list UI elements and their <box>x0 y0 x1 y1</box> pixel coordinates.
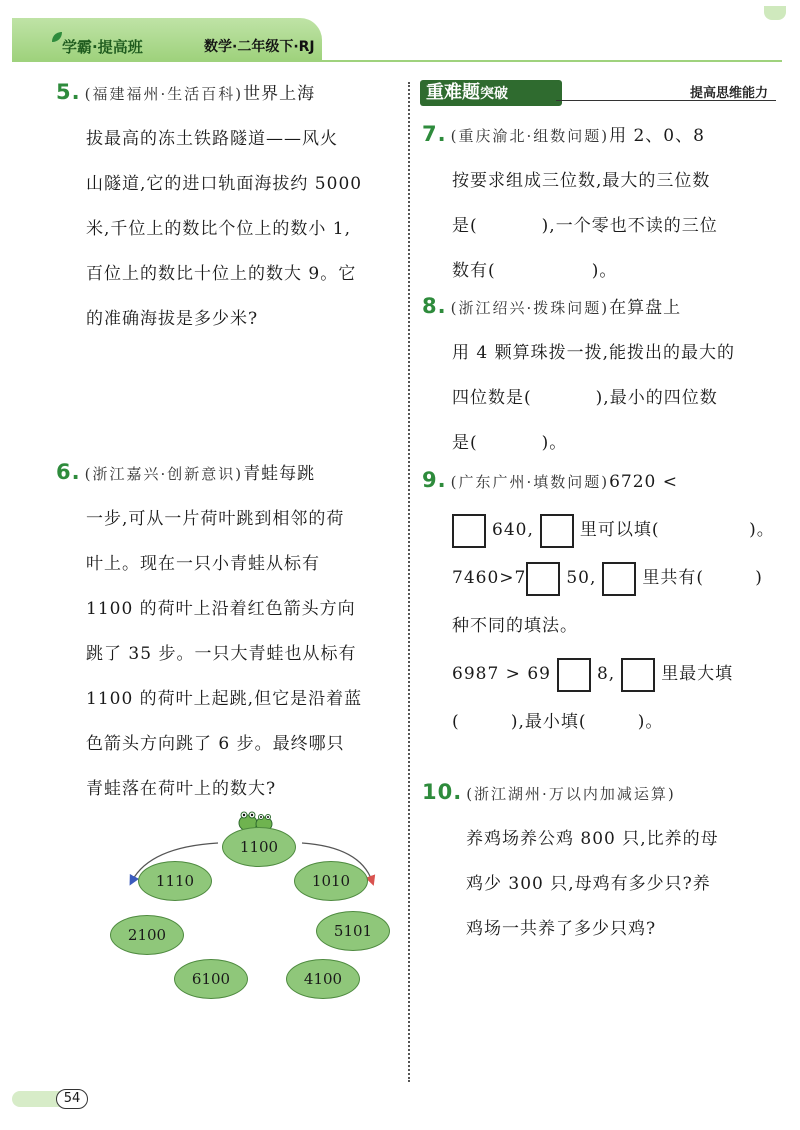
question-line: 1100 的荷叶上起跳,但它是沿着蓝 <box>86 689 363 709</box>
question-line: 里可以填( )。 <box>579 520 775 540</box>
answer-box[interactable] <box>557 658 591 692</box>
question-line: 叶上。现在一只小青蛙从标有 <box>86 554 320 574</box>
question-line: 种不同的填法。 <box>452 616 578 636</box>
question-source: (浙江绍兴·拨珠问题) <box>450 299 610 317</box>
question-line: 鸡场一共养了多少只鸡? <box>466 919 657 939</box>
question-line: 是( ),一个零也不读的三位 <box>452 216 718 236</box>
question-number: 9. <box>422 468 447 492</box>
question-line: 用 4 颗算珠拨一拨,能拨出的最大的 <box>452 343 736 363</box>
question-line: 里最大填 <box>661 664 734 684</box>
lily-pad: 1100 <box>222 827 296 867</box>
question-source: (广东广州·填数问题) <box>450 473 610 491</box>
question-line: 跳了 35 步。一只大青蛙也从标有 <box>86 644 357 664</box>
answer-box[interactable] <box>452 514 486 548</box>
question-line: 米,千位上的数比个位上的数小 1, <box>86 219 352 239</box>
question-number: 10. <box>422 780 463 804</box>
header-rule <box>12 60 782 62</box>
question-line: 山隧道,它的进口轨面海拔约 5000 <box>86 174 363 194</box>
corner-tab <box>764 6 786 20</box>
question-10 <box>422 770 792 952</box>
lily-pad: 4100 <box>286 959 360 999</box>
question-number: 8. <box>422 294 447 318</box>
lily-pad: 5101 <box>316 911 390 951</box>
question-7 <box>422 112 782 294</box>
question-5 <box>56 70 401 342</box>
question-line: 是( )。 <box>452 433 568 453</box>
question-line: 7460>7 <box>452 568 527 588</box>
lily-pad: 1010 <box>294 861 368 901</box>
question-line: 数有( )。 <box>452 261 618 281</box>
question-line: 640, <box>492 520 534 540</box>
question-line: 里共有( ) <box>642 568 763 588</box>
section-tag-main: 重难题 <box>426 82 480 103</box>
question-line: ( ),最小填( )。 <box>452 712 664 732</box>
question-line: 1100 的荷叶上沿着红色箭头方向 <box>86 599 356 619</box>
question-9 <box>422 456 782 746</box>
question-8 <box>422 284 782 466</box>
question-line: 按要求组成三位数,最大的三位数 <box>452 171 711 191</box>
question-line: 用 2、0、8 <box>609 126 705 146</box>
lily-pad: 6100 <box>174 959 248 999</box>
brand-title: 学霸·提高班 <box>62 38 143 56</box>
question-source: (浙江湖州·万以内加减运算) <box>466 785 676 803</box>
question-line: 6987 > 69 <box>452 664 551 684</box>
question-6 <box>56 450 401 812</box>
footer-band <box>12 1091 62 1107</box>
question-source: (福建福州·生活百科) <box>84 85 244 103</box>
lily-pad: 2100 <box>110 915 184 955</box>
question-number: 7. <box>422 122 447 146</box>
question-line: 色箭头方向跳了 6 步。最终哪只 <box>86 734 345 754</box>
question-line: 养鸡场养公鸡 800 只,比养的母 <box>466 829 719 849</box>
question-line: 世界上海 <box>243 84 316 104</box>
section-tag-caption: 提高思维能力 <box>689 86 768 101</box>
question-number: 6. <box>56 460 81 484</box>
question-line: 50, <box>566 568 597 588</box>
question-line: 在算盘上 <box>609 298 682 318</box>
subject-title: 数学·二年级下·RJ <box>204 39 315 55</box>
question-source: (浙江嘉兴·创新意识) <box>84 465 244 483</box>
question-line: 青蛙每跳 <box>243 464 316 484</box>
question-line: 四位数是( ),最小的四位数 <box>452 388 718 408</box>
lily-pad-diagram <box>110 795 400 1015</box>
lily-pad: 1110 <box>138 861 212 901</box>
answer-box[interactable] <box>621 658 655 692</box>
section-tag <box>420 80 562 106</box>
question-line: 青蛙落在荷叶上的数大? <box>86 779 277 799</box>
question-line: 8, <box>596 664 616 684</box>
section-tag-sub: 突破 <box>480 86 508 102</box>
question-line: 6720 < <box>609 472 678 492</box>
question-line: 的准确海拔是多少米? <box>86 309 259 329</box>
question-line: 百位上的数比十位上的数大 9。它 <box>86 264 357 284</box>
page-number: 54 <box>56 1089 88 1109</box>
answer-box[interactable] <box>540 514 574 548</box>
question-line: 一步,可从一片荷叶跳到相邻的荷 <box>86 509 345 529</box>
question-number: 5. <box>56 80 81 104</box>
question-line: 鸡少 300 只,母鸡有多少只?养 <box>466 874 711 894</box>
column-divider <box>408 82 410 1082</box>
answer-box[interactable] <box>526 562 560 596</box>
question-source: (重庆渝北·组数问题) <box>450 127 610 145</box>
question-line: 拔最高的冻土铁路隧道——风火 <box>86 129 338 149</box>
answer-box[interactable] <box>602 562 636 596</box>
